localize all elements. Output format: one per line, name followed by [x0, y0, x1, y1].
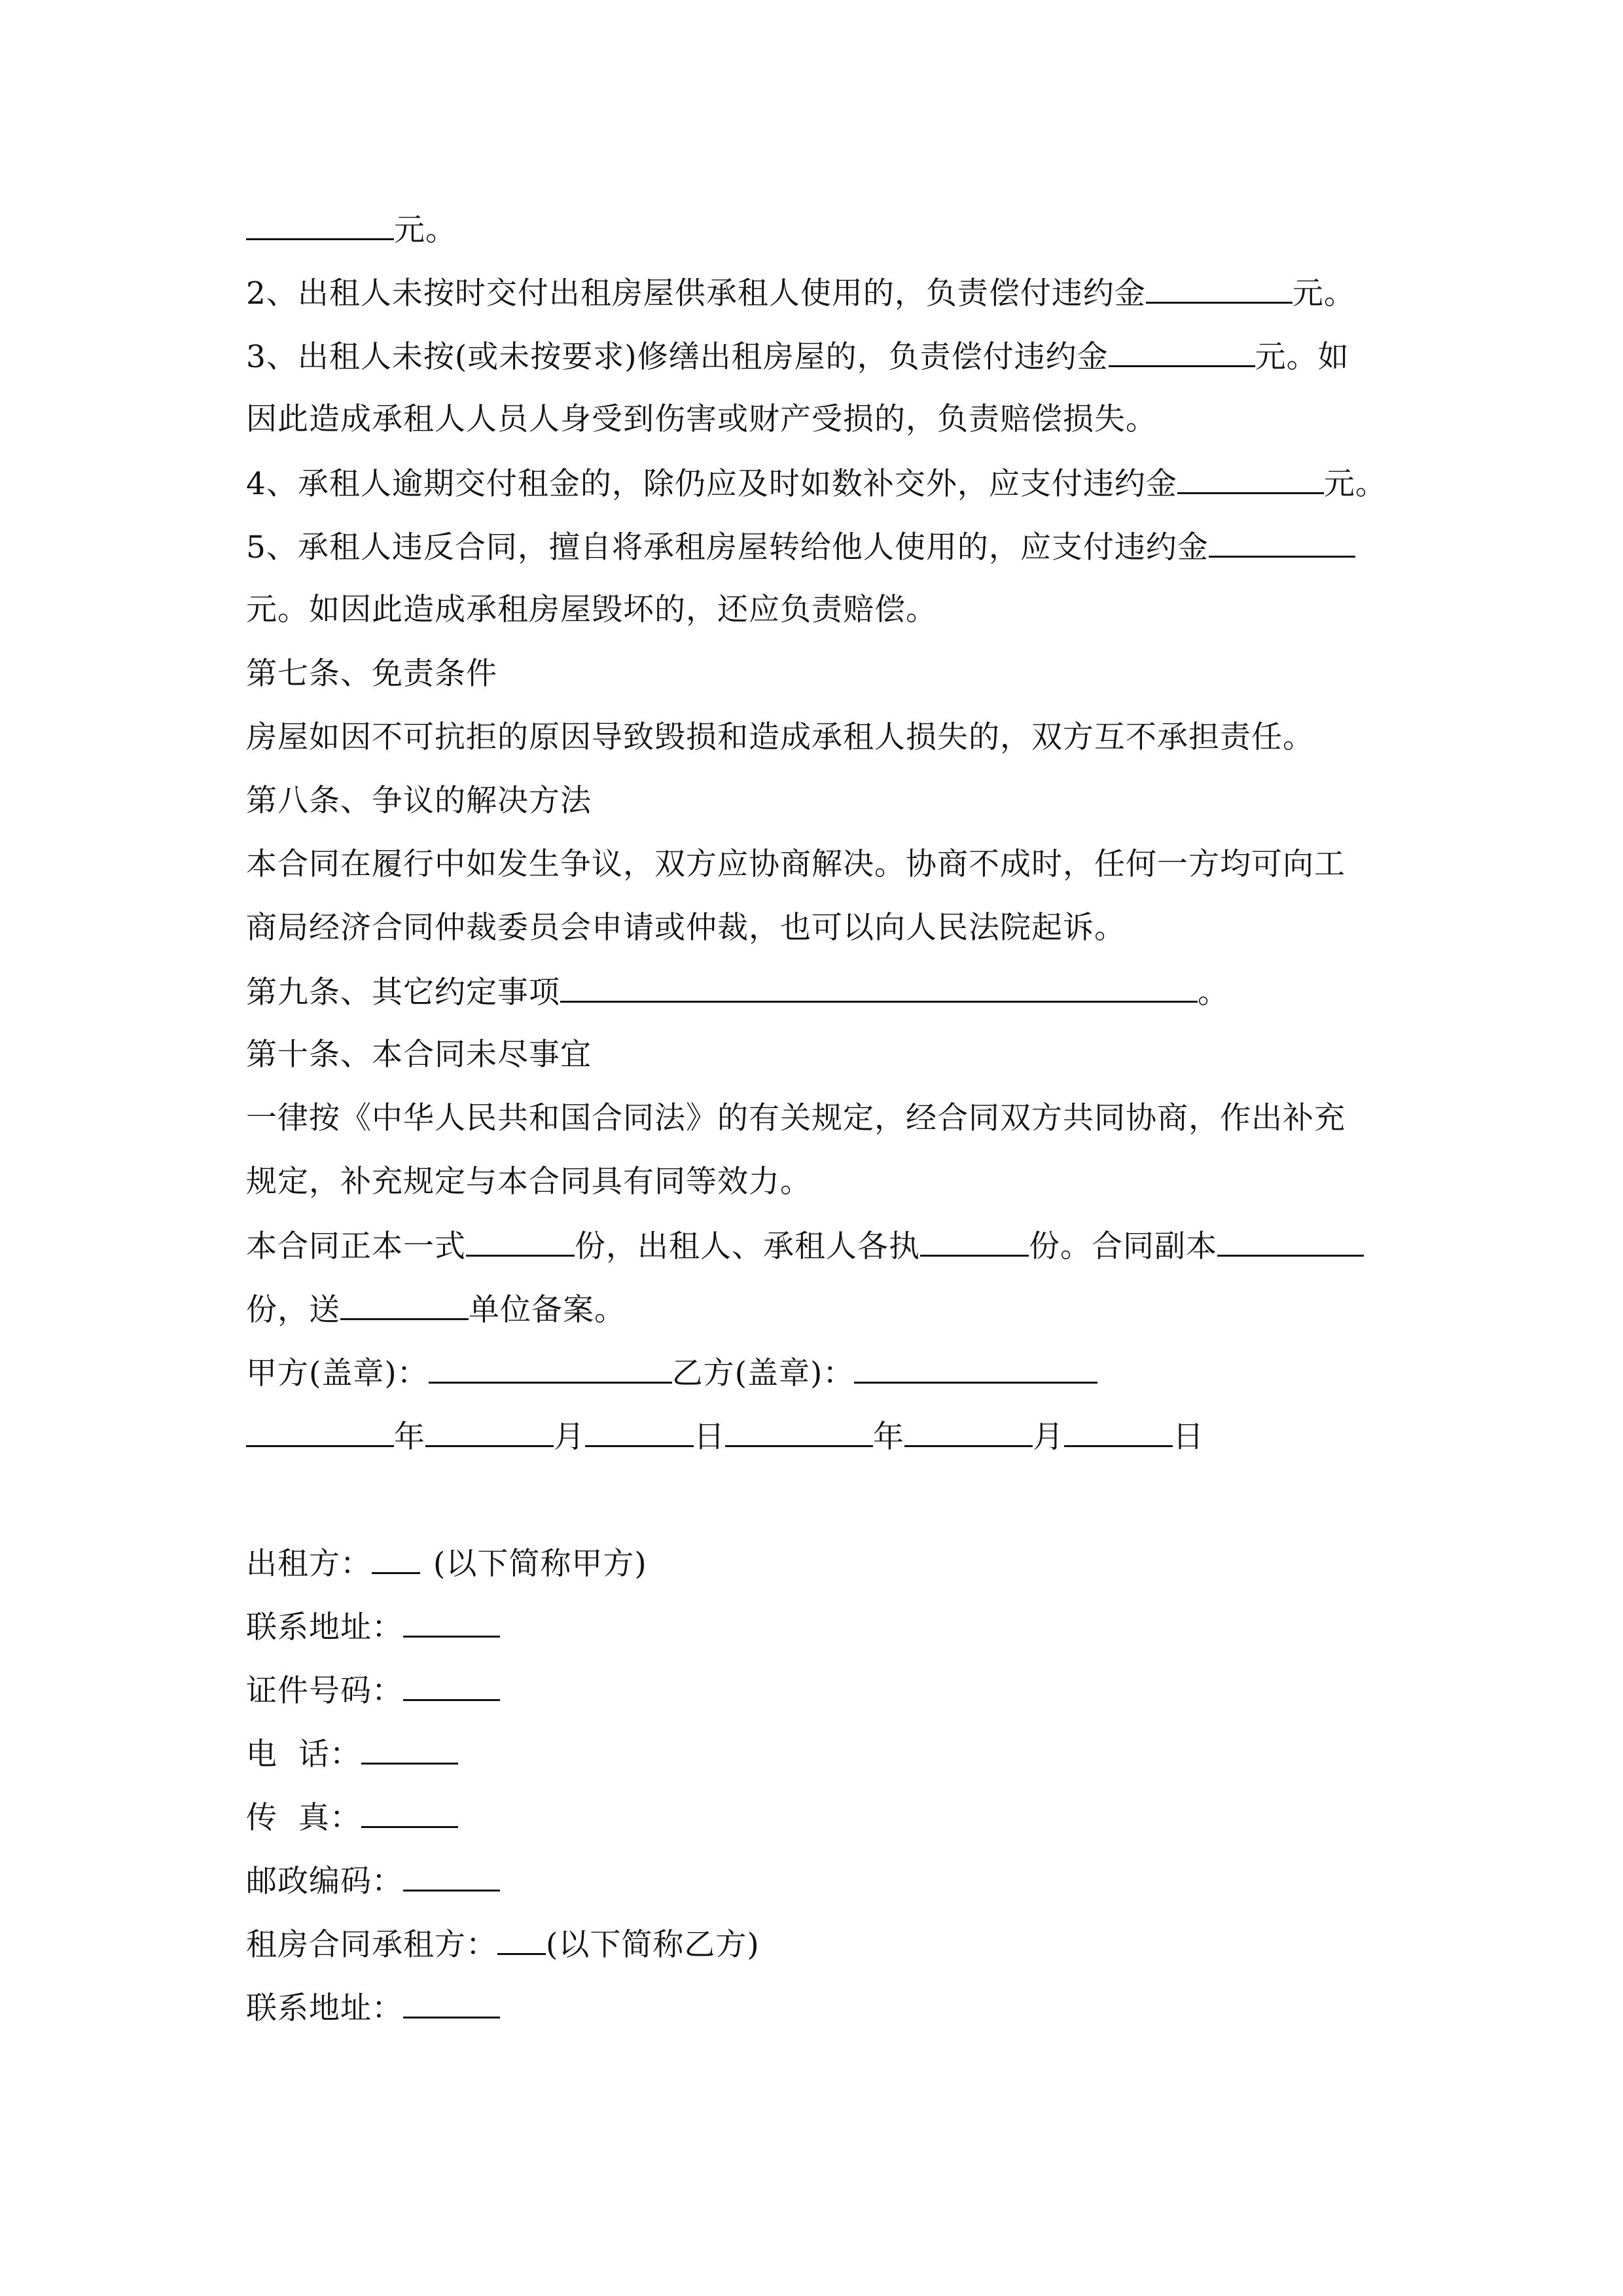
- blank-field[interactable]: [497, 1924, 546, 1955]
- article-9: [246, 972, 1229, 1011]
- month-field[interactable]: [425, 1416, 554, 1447]
- year-field[interactable]: [246, 1416, 394, 1447]
- text: 日: [1173, 1419, 1204, 1455]
- article-10-body-2: [246, 1162, 812, 1202]
- lessee-line: [246, 1924, 760, 1964]
- article-10-body-1: [246, 1099, 1346, 1138]
- article-8-title: [246, 781, 592, 821]
- text: 房屋如因不可抗拒的原因导致毁损和造成承租人损失的，双方互不承担责任。: [246, 719, 1314, 755]
- text: 证件号码：: [246, 1673, 403, 1709]
- text: 出租方：: [246, 1546, 372, 1582]
- text: 元。: [1292, 276, 1355, 312]
- blank-field[interactable]: [340, 1289, 469, 1320]
- text: 一律按《中华人民共和国合同法》的有关规定，经合同双方共同协商，作出补充: [246, 1100, 1346, 1136]
- month-field[interactable]: [904, 1416, 1033, 1447]
- lessee-address: [246, 1988, 500, 2027]
- text: 元。如: [1255, 339, 1349, 375]
- penalty-clause-3-cont: [246, 400, 1157, 439]
- lessor-phone: [246, 1734, 458, 1773]
- copies-line-2: [246, 1289, 626, 1329]
- text: 电 话：: [246, 1736, 361, 1772]
- text: 第九条、其它约定事项: [246, 975, 560, 1011]
- text: 规定，补充规定与本合同具有同等效力。: [246, 1164, 812, 1200]
- blank-field[interactable]: [560, 972, 1198, 1003]
- copies-line-1: [246, 1226, 1364, 1265]
- signature-parties: [246, 1353, 1097, 1392]
- article-8-body-2: [246, 908, 1126, 948]
- blank-field[interactable]: [361, 1797, 458, 1828]
- blank-field[interactable]: [403, 1670, 500, 1701]
- lessor-postcode: [246, 1861, 500, 1900]
- text: 5、承租人违反合同，擅自将承租房屋转给他人使用的，应支付违约金: [246, 529, 1209, 565]
- blank-field[interactable]: [1109, 336, 1255, 367]
- text: 2、出租人未按时交付出租房屋供承租人使用的，负责偿付违约金: [246, 276, 1146, 312]
- penalty-clause-5-cont: [246, 590, 937, 630]
- blank-field[interactable]: [1209, 527, 1355, 558]
- text: 月: [554, 1419, 585, 1455]
- party-b-seal-field[interactable]: [854, 1353, 1097, 1384]
- blank-field[interactable]: [1177, 463, 1324, 494]
- text: 元。如因此造成承租房屋毁坏的，还应负责赔偿。: [246, 592, 937, 628]
- text: 联系地址：: [246, 1990, 403, 2026]
- text: 元。: [394, 212, 457, 248]
- text: 份。合同副本: [1029, 1229, 1217, 1265]
- blank-field[interactable]: [372, 1543, 420, 1574]
- article-7-title: [246, 655, 497, 694]
- penalty-clause-5: [246, 527, 1355, 566]
- blank-field[interactable]: [403, 1607, 500, 1638]
- text: 4、承租人逾期交付租金的，除仍应及时如数补交外，应支付违约金: [246, 466, 1177, 502]
- blank-field[interactable]: [361, 1734, 458, 1765]
- text: 年: [394, 1419, 425, 1455]
- text: 甲方(盖章)：: [246, 1355, 429, 1391]
- text: 因此造成承租人人员人身受到伤害或财产受损的，负责赔偿损失。: [246, 401, 1157, 437]
- lessor-address: [246, 1607, 500, 1646]
- lessor-id-number: [246, 1670, 500, 1710]
- blank-field[interactable]: [1146, 273, 1293, 304]
- text: 月: [1033, 1419, 1064, 1455]
- text: 第七条、免责条件: [246, 656, 497, 692]
- text: (以下简称乙方): [546, 1927, 760, 1963]
- text: 本合同正本一式: [246, 1229, 466, 1265]
- blank-field[interactable]: [920, 1226, 1029, 1257]
- text: 。: [1198, 975, 1229, 1011]
- text: 单位备案。: [469, 1292, 626, 1328]
- article-8-body-1: [246, 845, 1346, 884]
- article-7-body: [246, 718, 1314, 757]
- text: (以下简称甲方): [433, 1546, 647, 1582]
- text: 第八条、争议的解决方法: [246, 783, 592, 819]
- text: 年: [873, 1419, 904, 1455]
- text: 日: [694, 1419, 725, 1455]
- text: 元。: [1323, 466, 1387, 502]
- article-10-title: [246, 1035, 592, 1075]
- penalty-line-amount: [246, 209, 457, 249]
- signature-dates: [246, 1416, 1204, 1456]
- text: 第十条、本合同未尽事宜: [246, 1037, 592, 1073]
- penalty-clause-2: [246, 273, 1355, 312]
- blank-field[interactable]: [403, 1988, 500, 2018]
- text: 份，出租人、承租人各执: [575, 1229, 920, 1265]
- lessor-line: [246, 1543, 647, 1583]
- blank-field[interactable]: [1217, 1226, 1364, 1257]
- text: 份，送: [246, 1292, 340, 1328]
- day-field[interactable]: [585, 1416, 694, 1447]
- lessor-fax: [246, 1797, 458, 1837]
- penalty-clause-4: [246, 463, 1387, 503]
- day-field[interactable]: [1064, 1416, 1173, 1447]
- text: 租房合同承租方：: [246, 1927, 497, 1963]
- text: 邮政编码：: [246, 1863, 403, 1899]
- text: 乙方(盖章)：: [671, 1355, 855, 1391]
- year-field[interactable]: [725, 1416, 873, 1447]
- text: 联系地址：: [246, 1609, 403, 1645]
- blank-field[interactable]: [403, 1861, 500, 1892]
- text: 商局经济合同仲裁委员会申请或仲裁，也可以向人民法院起诉。: [246, 910, 1126, 946]
- text: 3、出租人未按(或未按要求)修缮出租房屋的，负责偿付违约金: [246, 339, 1109, 375]
- blank-field[interactable]: [466, 1226, 575, 1257]
- party-a-seal-field[interactable]: [429, 1353, 672, 1384]
- blank-field[interactable]: [246, 209, 394, 240]
- penalty-clause-3: [246, 336, 1349, 376]
- text: 本合同在履行中如发生争议，双方应协商解决。协商不成时，任何一方均可向工: [246, 846, 1346, 882]
- text: 传 真：: [246, 1800, 361, 1836]
